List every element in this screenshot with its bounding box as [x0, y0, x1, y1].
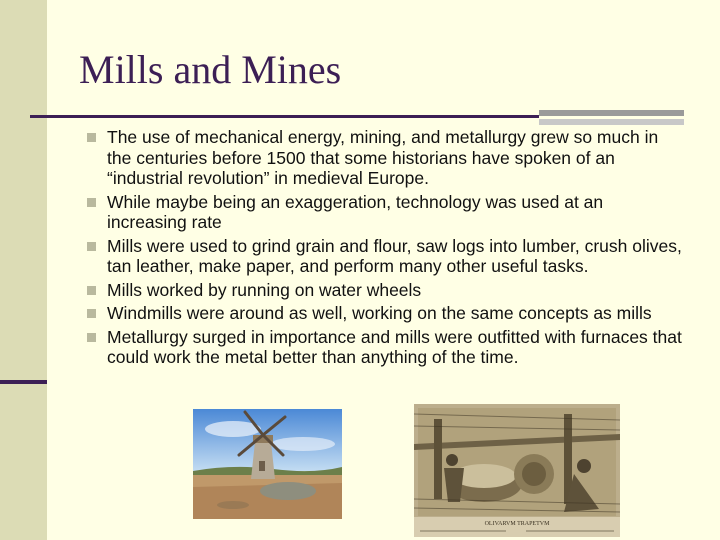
bullet-marker-icon — [87, 133, 96, 142]
bullet-item — [85, 236, 685, 277]
bullet-item — [85, 303, 685, 324]
olive-press-engraving — [414, 404, 620, 537]
bullet-text: The use of mechanical energy, mining, and metallurgy grew so much in the centuries before 1500 that some historians have spoken of an “industrial revolution” in medieval Europe. — [107, 127, 659, 188]
engraving-caption: OLIVARVM TRAPETVM — [484, 521, 550, 527]
bullet-text: Mills were used to grind grain and flour, saw logs into lumber, crush olives, tan leather, make paper, and perform many other useful tasks. — [107, 235, 682, 276]
bullet-marker-icon — [87, 333, 96, 342]
bullet-marker-icon — [87, 286, 96, 295]
bullet-item — [85, 280, 685, 301]
slide-title: Mills and Mines — [79, 47, 342, 92]
bullet-text: Windmills were around as well, working on the same concepts as mills — [107, 303, 652, 323]
bullet-item — [85, 327, 685, 368]
title-divider — [30, 115, 539, 118]
bullet-marker-icon — [87, 242, 96, 251]
side-accent-line — [0, 380, 47, 384]
bullet-text: Mills worked by running on water wheels — [107, 279, 422, 300]
bullet-text: While maybe being an exaggeration, technology was used at an increasing rate — [107, 191, 604, 232]
bullet-marker-icon — [87, 309, 96, 318]
windmill-photo — [193, 409, 342, 519]
side-band — [0, 0, 47, 540]
divider-accent-top — [539, 110, 684, 116]
divider-accent-bottom — [539, 119, 684, 125]
bullet-text: Metallurgy surged in importance and mills were outfitted with furnaces that could work the metal better than anything of the time. — [107, 326, 682, 367]
bullet-item — [85, 127, 685, 189]
bullet-item — [85, 192, 685, 233]
bullet-list — [85, 127, 685, 371]
bullet-marker-icon — [87, 198, 96, 207]
